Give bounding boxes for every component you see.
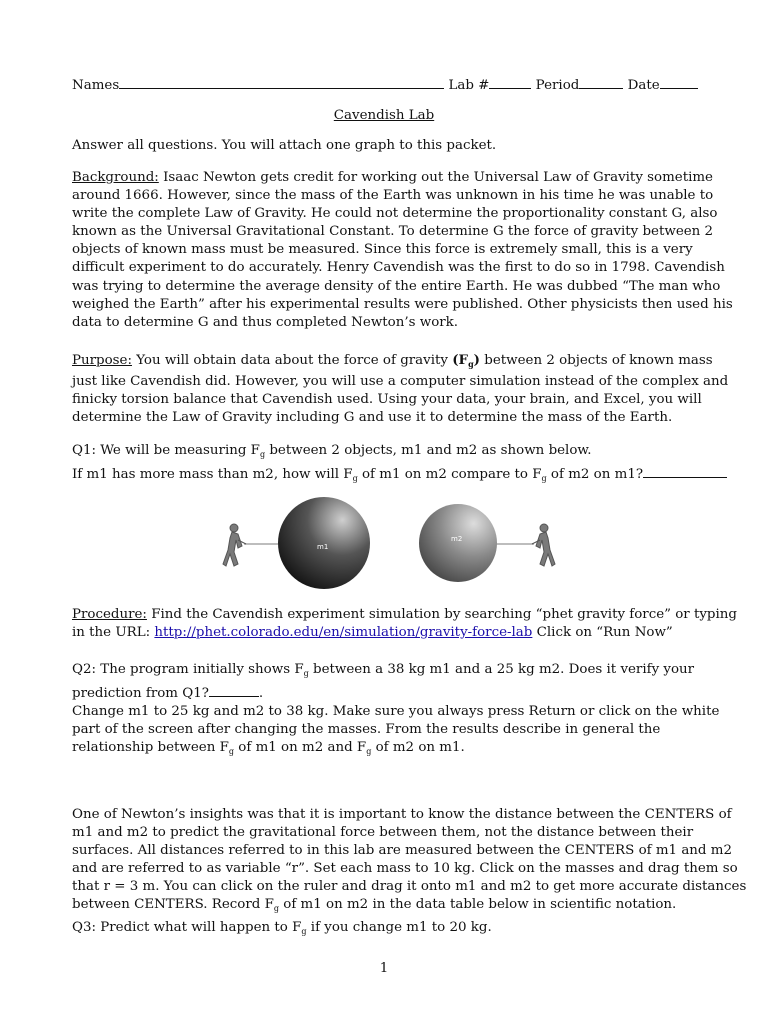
question-2: Q2: The program initially shows $F_g$ between a 38 kg m1 and a 25 kg m2. Does it verify your prediction from Q1? . Change m1 to 25 kg and m2 to 38 kg. Make sure you always press Return or click on the white part of the screen after changing the masses. From the results describe in general the relationship between $F_g$ of m1 on m2 and $F_g$ of m2 on m1.: [72, 662, 720, 757]
gravity-figure: [222, 494, 556, 594]
header-fields: [72, 75, 692, 95]
page-number: 1: [379, 961, 389, 976]
question-1: Q1: We will be measuring $F_g$ between 2 objects, m1 and m2 as shown below. If m1 has more mass than m2, how will $F_g$ of m1 on m2 compare to $F_g$ of m2 on m1?: [72, 442, 692, 488]
q2-answer-blank[interactable]: [209, 683, 259, 697]
date-label: Date: [627, 78, 660, 93]
background-heading: Background:: [72, 170, 159, 185]
m1-label: m1: [317, 543, 329, 551]
masses-illustration: [222, 494, 556, 594]
phet-simulation-link[interactable]: http://phet.colorado.edu/en/simulation/gravity-force-lab: [154, 625, 533, 641]
background-paragraph: Background: Isaac Newton gets credit for working out the Universal Law of Gravity sometime around 1666. However, since the mass of the Earth was unknown in his time he was unable to write the complete Law of Gravity. He could not determine the proportionality constant G, also known as the Universal Gravitational Constant. To determine G the force of gravity between 2 objects of known mass must be measured. Since this force is extremely small, this is a very difficult experiment to do accurately. Henry Cavendish was the first to do so in 1798. Cavendish was trying to determine the average density of the entire Earth. He was dubbed “The man who weighed the Earth” after his experimental results were published. Other physicists then used his data to determine G and thus completed Newton’s work.: [72, 170, 733, 330]
lab-label: Lab #: [448, 78, 490, 93]
names-label: Names: [72, 78, 120, 93]
procedure-heading: Procedure:: [72, 607, 147, 622]
purpose-heading: Purpose:: [72, 353, 132, 368]
page-title: Cavendish Lab: [333, 108, 435, 123]
left-puller-icon: [223, 524, 246, 566]
lab-blank[interactable]: [489, 75, 531, 89]
names-blank[interactable]: [119, 75, 444, 89]
intro-paragraph: Answer all questions. You will attach one graph to this packet.: [72, 138, 497, 153]
date-blank[interactable]: [660, 75, 698, 89]
mass-m2-sphere: [419, 504, 497, 582]
q1-answer-blank[interactable]: [643, 464, 727, 478]
distance-paragraph: One of Newton’s insights was that it is important to know the distance between the CENTERS of m1 and m2 to predict the gravitational force between them, not the distance between their surfaces. All distances referred to in this lab are measured between the CENTERS of m1 and m2 and are referred to as variable “r”. Set each mass to 10 kg. Click on the masses and drag them so that r = 3 m. You can click on the ruler and drag it onto m1 and m2 to get more accurate distances between CENTERS. Record $F_g$ of m1 on m2 in the data table below in scientific notation. Q3: Predict what will happen to $F_g$ if you change m1 to 20 kg.: [72, 806, 692, 941]
purpose-paragraph: Purpose: You will obtain data about the force of gravity $(F_g)$ between 2 objects of known mass just like Cavendish did. However, you will use a computer simulation instead of the complex and finicky torsion balance that Cavendish used. Using your data, your brain, and Excel, you will determine the Law of Gravity including G and use it to determine the mass of the Earth.: [72, 352, 729, 426]
procedure-paragraph: Procedure: Find the Cavendish experiment simulation by searching “phet gravity force” or typing in the URL: http://phet.colorado.edu/en/simulation/gravity-force-lab Click on “Run Now”: [72, 607, 737, 641]
period-blank[interactable]: [579, 75, 623, 89]
right-puller-icon: [532, 524, 555, 566]
period-label: Period: [535, 78, 580, 93]
question-3: Q3: Predict what will happen to $F_g$ if you change m1 to 20 kg.: [72, 919, 492, 936]
m2-label: m2: [451, 535, 463, 543]
